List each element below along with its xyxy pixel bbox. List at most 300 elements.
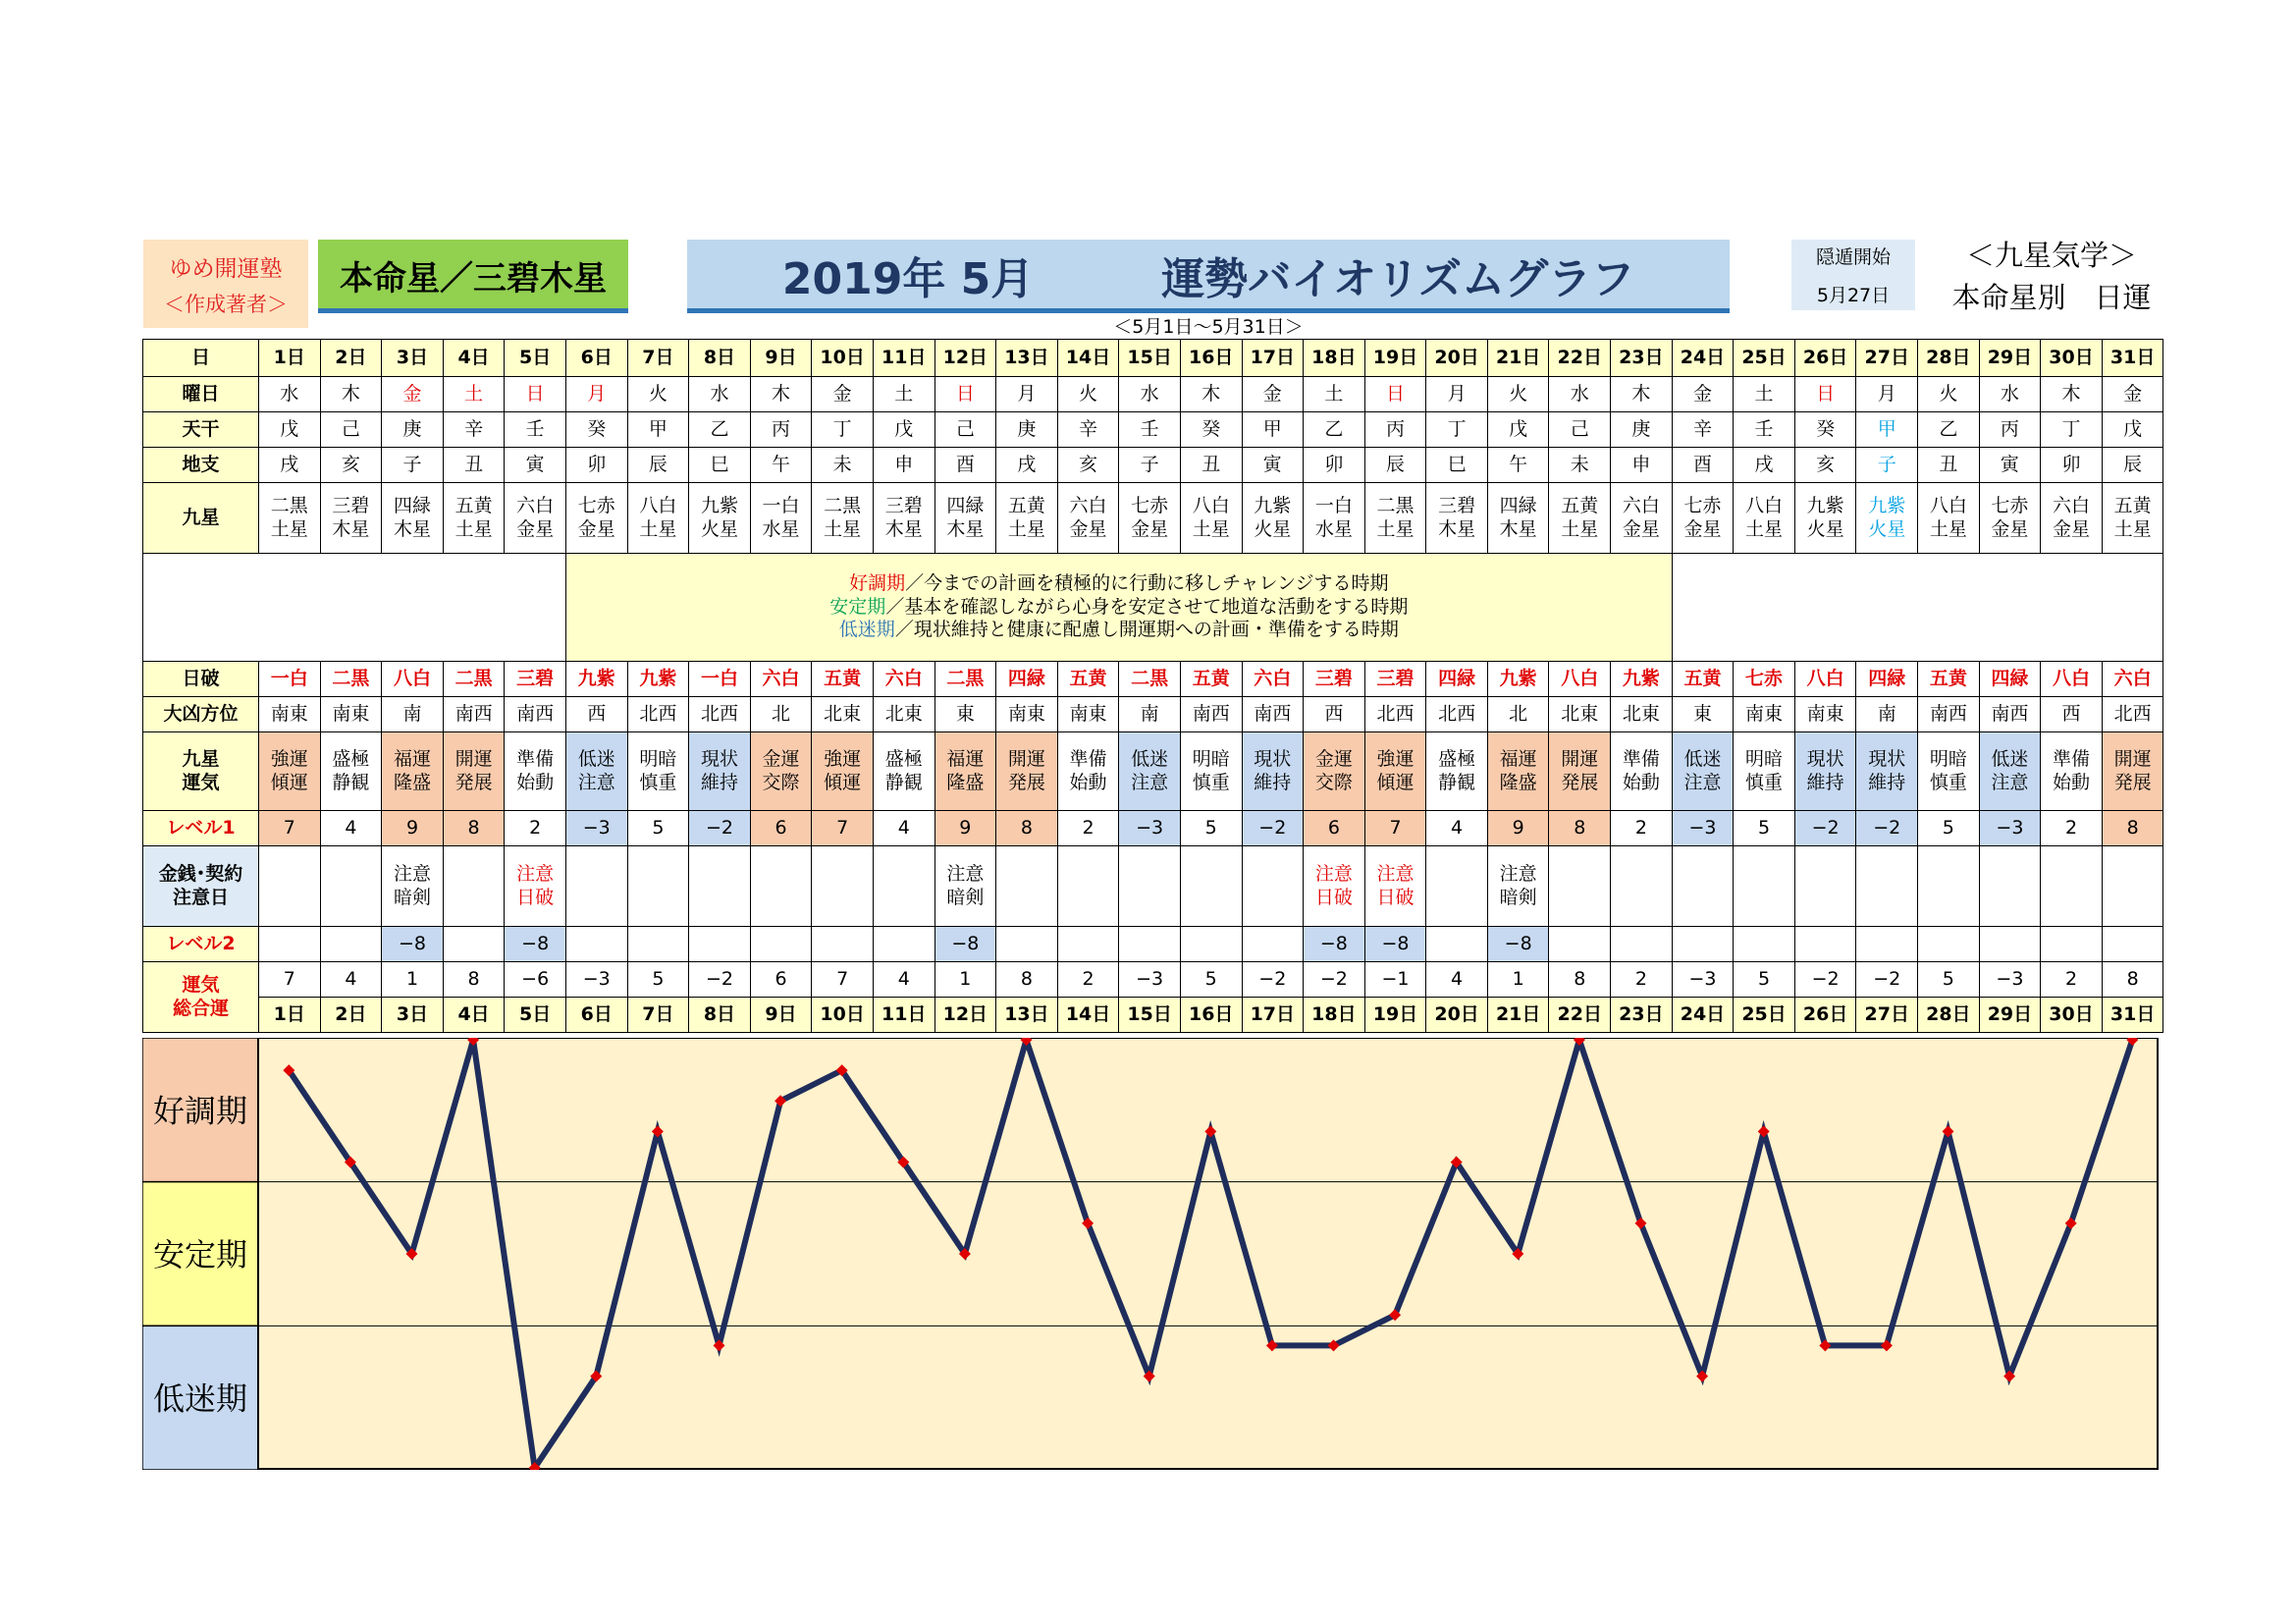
unki-cell: 低迷 注意	[1119, 732, 1181, 811]
level1-cell: −2	[1242, 811, 1304, 846]
tenkan-cell: 庚	[1611, 412, 1673, 448]
bottom-day-cell: 26日	[1794, 998, 1856, 1033]
total-cell: 8	[2102, 962, 2163, 998]
bottom-day-cell: 8日	[689, 998, 751, 1033]
kyusei-subtitle: 本命星別 日運	[1951, 281, 2152, 314]
total-cell: 8	[1549, 962, 1611, 998]
weekday-cell: 木	[1180, 377, 1242, 412]
chishi-cell: 巳	[1426, 448, 1488, 483]
hiha-cell: 一白	[259, 662, 321, 697]
level2-cell	[1549, 927, 1611, 962]
kinsen-cell	[443, 846, 505, 927]
hiha-cell: 五黄	[1918, 662, 1980, 697]
bottom-day-cell: 18日	[1304, 998, 1365, 1033]
daikyo-cell: 南東	[259, 697, 321, 732]
day-cell: 15日	[1119, 340, 1181, 377]
unki-cell: 現状 維持	[1242, 732, 1304, 811]
unki-cell: 金運 交際	[750, 732, 812, 811]
level2-cell: −8	[505, 927, 566, 962]
kinsen-cell: 注意 暗剣	[934, 846, 996, 927]
tenkan-cell: 壬	[1734, 412, 1795, 448]
chishi-cell: 酉	[1672, 448, 1734, 483]
kyusei-cell: 八白 土星	[1180, 483, 1242, 554]
hiha-cell: 九紫	[1611, 662, 1673, 697]
row-label-level2: レベル2	[143, 927, 259, 962]
hiha-cell: 五黄	[1057, 662, 1119, 697]
kinsen-cell	[627, 846, 689, 927]
chishi-cell: 辰	[627, 448, 689, 483]
level1-cell: 2	[1057, 811, 1119, 846]
weekday-cell: 金	[382, 377, 444, 412]
unki-cell: 福運 隆盛	[1487, 732, 1549, 811]
daikyo-cell: 北東	[1549, 697, 1611, 732]
unki-cell: 開運 発展	[996, 732, 1058, 811]
honmeisei-label: 本命星／三碧木星	[318, 240, 628, 310]
chishi-cell: 卯	[1304, 448, 1365, 483]
daikyo-cell: 東	[934, 697, 996, 732]
bottom-day-cell: 11日	[873, 998, 934, 1033]
tenkan-cell: 己	[320, 412, 382, 448]
legend-stable-term: 安定期	[829, 595, 886, 618]
daikyo-cell: 南東	[996, 697, 1058, 732]
tenkan-cell: 甲	[1856, 412, 1918, 448]
kyusei-cell: 一白 水星	[1304, 483, 1365, 554]
level2-cell	[1057, 927, 1119, 962]
tenkan-cell: 丙	[750, 412, 812, 448]
level2-cell	[2041, 927, 2103, 962]
bottom-day-cell: 6日	[565, 998, 627, 1033]
kinsen-cell	[1734, 846, 1795, 927]
total-cell: 8	[443, 962, 505, 998]
level1-cell: 8	[2102, 811, 2163, 846]
day-cell: 24日	[1672, 340, 1734, 377]
hiha-cell: 四緑	[996, 662, 1058, 697]
level1-cell: −2	[1856, 811, 1918, 846]
level1-cell: 7	[1364, 811, 1426, 846]
level1-cell: 5	[627, 811, 689, 846]
weekday-cell: 日	[1364, 377, 1426, 412]
day-cell: 2日	[320, 340, 382, 377]
unki-cell: 開運 発展	[1549, 732, 1611, 811]
daikyo-cell: 北	[1487, 697, 1549, 732]
weekday-cell: 月	[1856, 377, 1918, 412]
weekday-cell: 月	[565, 377, 627, 412]
tenkan-cell: 乙	[1918, 412, 1980, 448]
hiha-cell: 六白	[1242, 662, 1304, 697]
total-cell: 5	[1180, 962, 1242, 998]
kyusei-cell: 二黒 土星	[812, 483, 874, 554]
hiha-cell: 四緑	[1426, 662, 1488, 697]
tenkan-cell: 辛	[1672, 412, 1734, 448]
legend-box	[565, 554, 1672, 662]
level2-cell	[320, 927, 382, 962]
total-cell: 5	[1734, 962, 1795, 998]
tenkan-cell: 庚	[996, 412, 1058, 448]
bottom-day-cell: 20日	[1426, 998, 1488, 1033]
tenkan-cell: 癸	[1180, 412, 1242, 448]
chishi-cell: 未	[1549, 448, 1611, 483]
level1-cell: 2	[2041, 811, 2103, 846]
day-cell: 27日	[1856, 340, 1918, 377]
day-cell: 26日	[1794, 340, 1856, 377]
chishi-cell: 寅	[1979, 448, 2041, 483]
total-cell: 4	[873, 962, 934, 998]
unki-cell: 福運 隆盛	[382, 732, 444, 811]
unki-cell: 盛極 静観	[1426, 732, 1488, 811]
day-cell: 17日	[1242, 340, 1304, 377]
kyusei-cell: 六白 金星	[1611, 483, 1673, 554]
level2-cell: −8	[1487, 927, 1549, 962]
kyusei-cell: 四緑 木星	[934, 483, 996, 554]
hiha-cell: 三碧	[1364, 662, 1426, 697]
kyusei-cell: 七赤 金星	[1979, 483, 2041, 554]
kinsen-cell	[996, 846, 1058, 927]
row-label-day: 日	[143, 340, 259, 377]
total-cell: 8	[996, 962, 1058, 998]
total-cell: −2	[1242, 962, 1304, 998]
level2-cell	[1180, 927, 1242, 962]
level1-cell: 4	[320, 811, 382, 846]
level2-cell	[873, 927, 934, 962]
level1-cell: 8	[443, 811, 505, 846]
day-cell: 30日	[2041, 340, 2103, 377]
tenkan-cell: 丁	[812, 412, 874, 448]
level1-cell: −2	[689, 811, 751, 846]
total-cell: −1	[1364, 962, 1426, 998]
bottom-day-cell: 13日	[996, 998, 1058, 1033]
total-cell: 6	[750, 962, 812, 998]
unki-cell: 準備 始動	[505, 732, 566, 811]
unki-cell: 福運 隆盛	[934, 732, 996, 811]
daikyo-cell: 北東	[1611, 697, 1673, 732]
kyusei-cell: 一白 水星	[750, 483, 812, 554]
row-label-daikyo: 大凶方位	[143, 697, 259, 732]
weekday-cell: 土	[1734, 377, 1795, 412]
total-cell: −6	[505, 962, 566, 998]
bottom-day-cell: 17日	[1242, 998, 1304, 1033]
tenkan-cell: 甲	[627, 412, 689, 448]
level2-cell	[627, 927, 689, 962]
tenkan-cell: 庚	[382, 412, 444, 448]
day-cell: 23日	[1611, 340, 1673, 377]
kyusei-cell: 六白 金星	[2041, 483, 2103, 554]
author-box	[143, 240, 308, 328]
weekday-cell: 水	[1979, 377, 2041, 412]
weekday-cell: 水	[1119, 377, 1181, 412]
level1-cell: 6	[750, 811, 812, 846]
total-cell: 1	[934, 962, 996, 998]
hiha-cell: 二黒	[320, 662, 382, 697]
kinsen-cell	[1180, 846, 1242, 927]
tenkan-cell: 戊	[873, 412, 934, 448]
kyusei-cell: 九紫 火星	[689, 483, 751, 554]
daikyo-cell: 北西	[1426, 697, 1488, 732]
chishi-cell: 寅	[1242, 448, 1304, 483]
weekday-cell: 土	[873, 377, 934, 412]
daikyo-cell: 南東	[1794, 697, 1856, 732]
weekday-cell: 日	[934, 377, 996, 412]
level1-cell: 4	[1426, 811, 1488, 846]
day-cell: 22日	[1549, 340, 1611, 377]
bottom-day-cell: 1日	[259, 998, 321, 1033]
bottom-day-cell: 28日	[1918, 998, 1980, 1033]
kyusei-cell: 九紫 火星	[1856, 483, 1918, 554]
chishi-cell: 亥	[1057, 448, 1119, 483]
daikyo-cell: 北東	[873, 697, 934, 732]
bottom-day-cell: 23日	[1611, 998, 1673, 1033]
daikyo-cell: 西	[1304, 697, 1365, 732]
kinsen-cell	[1119, 846, 1181, 927]
daikyo-cell: 南西	[1918, 697, 1980, 732]
kinsen-cell	[873, 846, 934, 927]
level2-cell	[1979, 927, 2041, 962]
total-cell: 7	[259, 962, 321, 998]
total-cell: 1	[1487, 962, 1549, 998]
bottom-day-cell: 27日	[1856, 998, 1918, 1033]
biorhythm-chart	[142, 1038, 2159, 1470]
weekday-cell: 月	[996, 377, 1058, 412]
weekday-cell: 木	[750, 377, 812, 412]
total-cell: 4	[320, 962, 382, 998]
kinsen-cell	[1426, 846, 1488, 927]
weekday-cell: 日	[505, 377, 566, 412]
unki-cell: 低迷 注意	[1672, 732, 1734, 811]
bottom-day-cell: 19日	[1364, 998, 1426, 1033]
tenkan-cell: 丙	[1979, 412, 2041, 448]
level1-cell: −2	[1794, 811, 1856, 846]
band-label: 好調期	[152, 1092, 248, 1130]
day-cell: 7日	[627, 340, 689, 377]
kyusei-cell: 七赤 金星	[565, 483, 627, 554]
daikyo-cell: 南西	[443, 697, 505, 732]
chishi-cell: 巳	[689, 448, 751, 483]
level2-cell	[1426, 927, 1488, 962]
level2-cell: −8	[1364, 927, 1426, 962]
kinsen-cell: 注意 日破	[1364, 846, 1426, 927]
tenkan-cell: 壬	[1119, 412, 1181, 448]
day-cell: 25日	[1734, 340, 1795, 377]
kinsen-cell	[1979, 846, 2041, 927]
bottom-day-cell: 25日	[1734, 998, 1795, 1033]
weekday-cell: 水	[259, 377, 321, 412]
level2-cell	[259, 927, 321, 962]
kinsen-cell	[1794, 846, 1856, 927]
hiha-cell: 九紫	[1487, 662, 1549, 697]
row-label-kinsen: 金銭･契約 注意日	[143, 846, 259, 927]
kinsen-cell	[2102, 846, 2163, 927]
kyusei-cell: 二黒 土星	[1364, 483, 1426, 554]
unki-cell: 現状 維持	[689, 732, 751, 811]
level2-cell	[2102, 927, 2163, 962]
total-cell: 5	[627, 962, 689, 998]
kyusei-cell: 八白 土星	[627, 483, 689, 554]
daikyo-cell: 南西	[1180, 697, 1242, 732]
level2-cell: −8	[382, 927, 444, 962]
kyusei-cell: 五黄 土星	[1549, 483, 1611, 554]
bottom-day-cell: 5日	[505, 998, 566, 1033]
kyusei-cell: 八白 土星	[1918, 483, 1980, 554]
daikyo-cell: 南	[1119, 697, 1181, 732]
kinsen-cell	[1057, 846, 1119, 927]
chishi-cell: 酉	[934, 448, 996, 483]
kinsen-cell	[750, 846, 812, 927]
kyusei-cell: 七赤 金星	[1119, 483, 1181, 554]
tenkan-cell: 乙	[689, 412, 751, 448]
tenkan-cell: 辛	[443, 412, 505, 448]
unki-cell: 盛極 静観	[320, 732, 382, 811]
weekday-cell: 土	[443, 377, 505, 412]
unki-cell: 準備 始動	[1611, 732, 1673, 811]
weekday-cell: 金	[1242, 377, 1304, 412]
level2-cell: −8	[934, 927, 996, 962]
level2-cell	[1119, 927, 1181, 962]
kinsen-cell: 注意 日破	[1304, 846, 1365, 927]
bottom-day-cell: 9日	[750, 998, 812, 1033]
row-label-kyusei: 九星	[143, 483, 259, 554]
tenkan-cell: 戊	[259, 412, 321, 448]
kyusei-cell: 四緑 木星	[1487, 483, 1549, 554]
unki-cell: 現状 維持	[1856, 732, 1918, 811]
daikyo-cell: 南	[382, 697, 444, 732]
unki-cell: 盛極 静観	[873, 732, 934, 811]
kyusei-cell: 五黄 土星	[996, 483, 1058, 554]
day-cell: 9日	[750, 340, 812, 377]
hiha-cell: 八白	[382, 662, 444, 697]
kinsen-cell	[1672, 846, 1734, 927]
level2-cell	[1734, 927, 1795, 962]
day-cell: 29日	[1979, 340, 2041, 377]
tenkan-cell: 丁	[2041, 412, 2103, 448]
hiha-cell: 一白	[689, 662, 751, 697]
tenkan-cell: 己	[1549, 412, 1611, 448]
hiha-cell: 六白	[2102, 662, 2163, 697]
total-cell: 2	[2041, 962, 2103, 998]
hiha-cell: 四緑	[1979, 662, 2041, 697]
total-cell: −3	[565, 962, 627, 998]
chishi-cell: 子	[1119, 448, 1181, 483]
daikyo-cell: 南西	[505, 697, 566, 732]
weekday-cell: 土	[1304, 377, 1365, 412]
kyusei-cell: 六白 金星	[1057, 483, 1119, 554]
weekday-cell: 水	[1549, 377, 1611, 412]
hiha-cell: 九紫	[565, 662, 627, 697]
kyusei-cell: 八白 土星	[1734, 483, 1795, 554]
level2-cell	[1611, 927, 1673, 962]
day-cell: 12日	[934, 340, 996, 377]
day-cell: 16日	[1180, 340, 1242, 377]
total-cell: −2	[1304, 962, 1365, 998]
kyusei-cell: 五黄 土星	[443, 483, 505, 554]
inton-label: 隠遁開始	[1815, 246, 1891, 268]
kyusei-cell: 五黄 土星	[2102, 483, 2163, 554]
hiha-cell: 八白	[1794, 662, 1856, 697]
total-cell: −2	[1794, 962, 1856, 998]
unki-cell: 開運 発展	[2102, 732, 2163, 811]
author-note: ＜作成著者＞	[164, 292, 288, 316]
hiha-cell: 二黒	[1119, 662, 1181, 697]
hiha-cell: 六白	[750, 662, 812, 697]
level1-cell: 9	[382, 811, 444, 846]
row-label-level1: レベル1	[143, 811, 259, 846]
day-cell: 4日	[443, 340, 505, 377]
daikyo-cell: 南	[1856, 697, 1918, 732]
bottom-day-cell: 14日	[1057, 998, 1119, 1033]
unki-cell: 明暗 慎重	[1180, 732, 1242, 811]
weekday-cell: 木	[320, 377, 382, 412]
chishi-cell: 辰	[2102, 448, 2163, 483]
bottom-day-cell: 29日	[1979, 998, 2041, 1033]
level1-cell: 6	[1304, 811, 1365, 846]
kyusei-cell: 二黒 土星	[259, 483, 321, 554]
hiha-cell: 五黄	[1672, 662, 1734, 697]
level1-cell: −3	[565, 811, 627, 846]
unki-cell: 現状 維持	[1794, 732, 1856, 811]
level2-cell	[1672, 927, 1734, 962]
total-cell: 2	[1611, 962, 1673, 998]
legend-blank-left	[143, 554, 566, 662]
daikyo-cell: 北	[750, 697, 812, 732]
hiha-cell: 二黒	[443, 662, 505, 697]
kyusei-header	[1924, 238, 2179, 312]
kinsen-cell: 注意 日破	[505, 846, 566, 927]
kyusei-cell: 六白 金星	[505, 483, 566, 554]
total-cell: −2	[689, 962, 751, 998]
unki-cell: 明暗 慎重	[1734, 732, 1795, 811]
band-label: 安定期	[152, 1236, 248, 1273]
day-cell: 11日	[873, 340, 934, 377]
level1-cell: 7	[812, 811, 874, 846]
level1-cell: 9	[1487, 811, 1549, 846]
author-name: ゆめ開運塾	[169, 255, 283, 282]
chishi-cell: 午	[750, 448, 812, 483]
tenkan-cell: 甲	[1242, 412, 1304, 448]
legend-blank-right	[1672, 554, 2163, 662]
weekday-cell: 火	[1487, 377, 1549, 412]
level1-cell: −3	[1979, 811, 2041, 846]
chishi-cell: 丑	[443, 448, 505, 483]
level2-cell	[1794, 927, 1856, 962]
kinsen-cell	[812, 846, 874, 927]
date-range: ＜5月1日～5月31日＞	[1113, 315, 1304, 338]
kyusei-title: ＜九星気学＞	[1965, 239, 2137, 272]
day-cell: 3日	[382, 340, 444, 377]
legend-good-desc: ／今までの計画を積極的に行動に移しチャレンジする時期	[905, 571, 1389, 594]
weekday-cell: 月	[1426, 377, 1488, 412]
level2-cell	[443, 927, 505, 962]
kinsen-cell	[1918, 846, 1980, 927]
unki-cell: 明暗 慎重	[627, 732, 689, 811]
kyusei-cell: 四緑 木星	[382, 483, 444, 554]
level2-cell	[750, 927, 812, 962]
row-label-unki: 九星 運気	[143, 732, 259, 811]
level2-cell: −8	[1304, 927, 1365, 962]
unki-cell: 準備 始動	[1057, 732, 1119, 811]
bottom-day-cell: 2日	[320, 998, 382, 1033]
kinsen-cell	[565, 846, 627, 927]
kinsen-cell: 注意 暗剣	[1487, 846, 1549, 927]
hiha-cell: 九紫	[627, 662, 689, 697]
weekday-cell: 金	[812, 377, 874, 412]
hiha-cell: 四緑	[1856, 662, 1918, 697]
kinsen-cell	[320, 846, 382, 927]
total-cell: 7	[812, 962, 874, 998]
total-cell: −3	[1979, 962, 2041, 998]
bottom-day-cell: 15日	[1119, 998, 1181, 1033]
chishi-cell: 亥	[1794, 448, 1856, 483]
day-cell: 13日	[996, 340, 1058, 377]
hiha-cell: 八白	[2041, 662, 2103, 697]
unki-cell: 準備 始動	[2041, 732, 2103, 811]
